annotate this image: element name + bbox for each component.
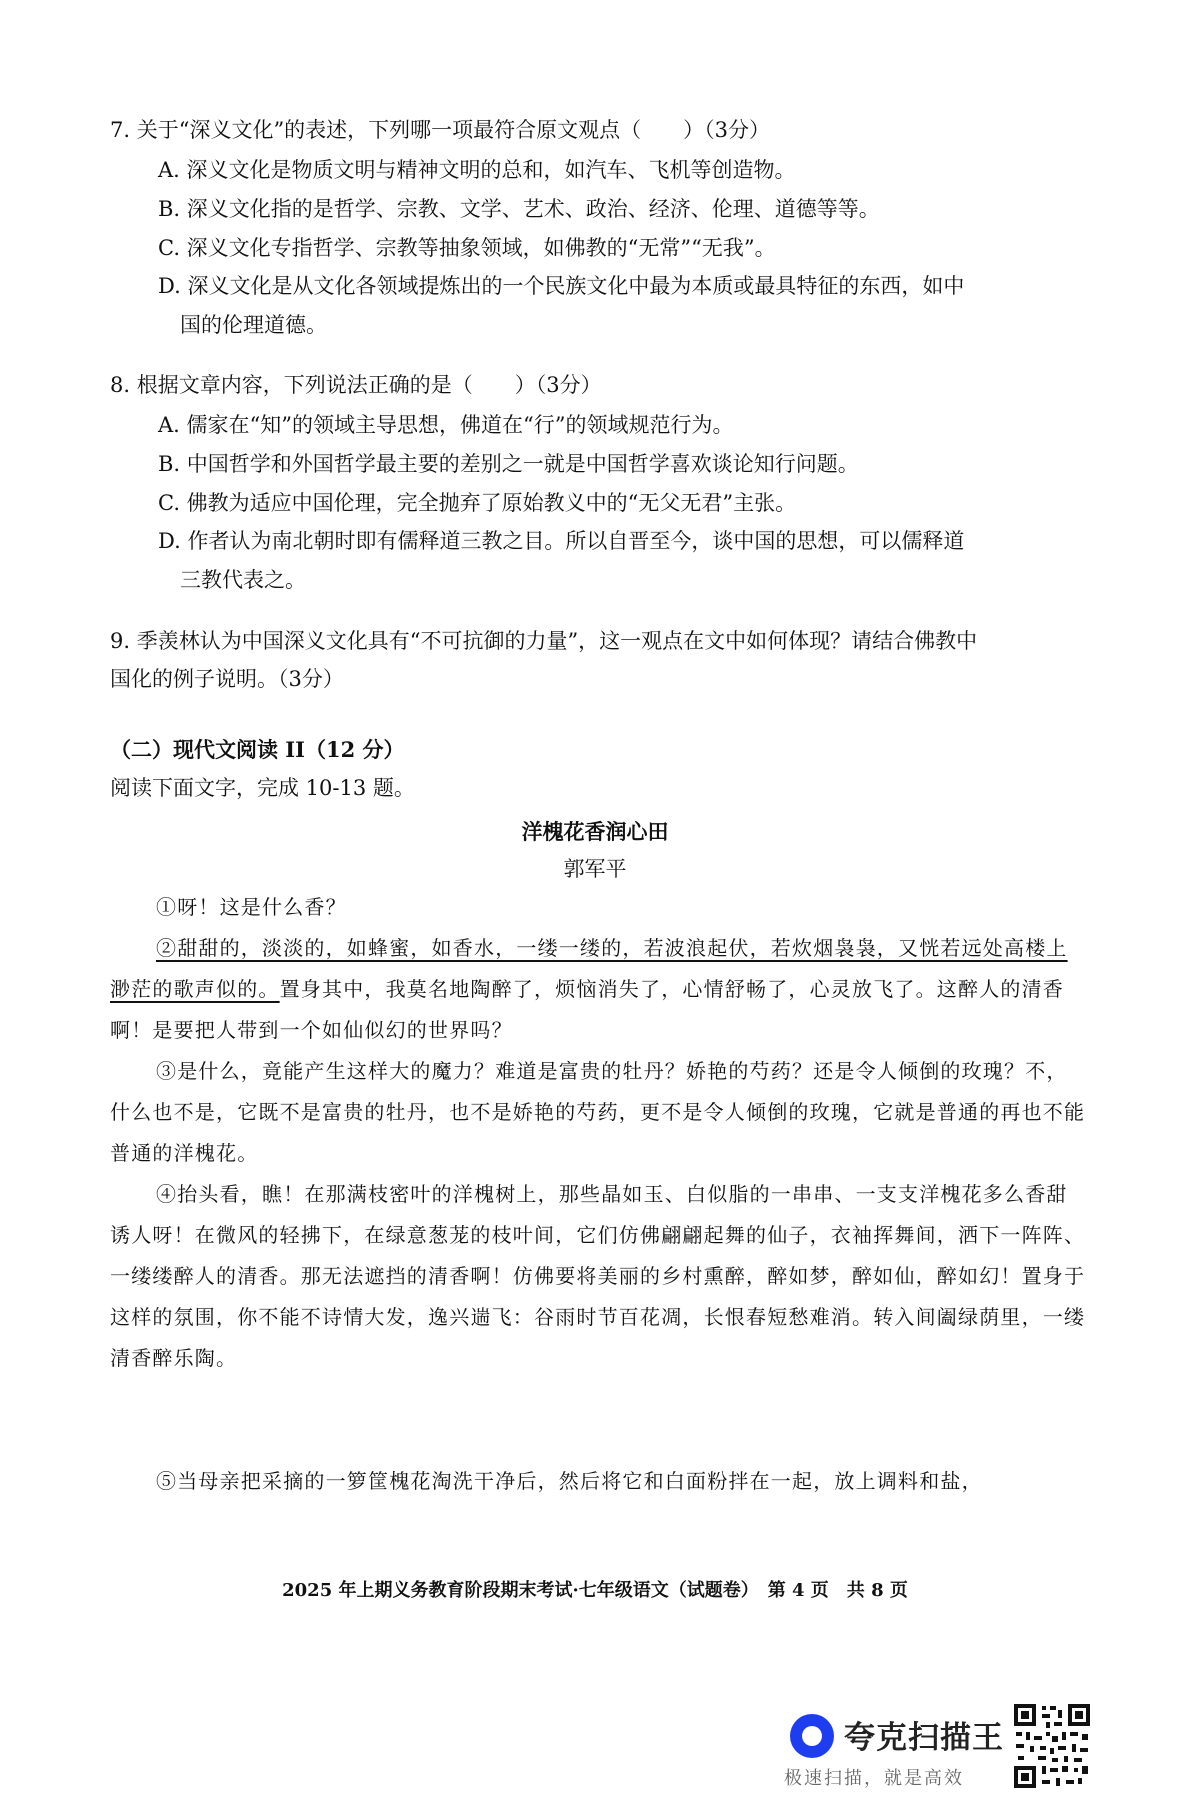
- q8-option-a: A. 儒家在“知”的领域主导思想，佛道在“行”的领域规范行为。: [158, 413, 734, 437]
- q8-option-d-cont: 三教代表之。: [180, 568, 306, 592]
- q9-line1: 9. 季羡林认为中国深义文化具有“不可抗御的力量”，这一观点在文中如何体现？请结合佛教中: [110, 629, 978, 653]
- q7-option-a: A. 深义文化是物质文明与精神文明的总和，如汽车、飞机等创造物。: [158, 158, 796, 182]
- q7-stem: 7. 关于“深义文化”的表述，下列哪一项最符合原文观点（ ）（3分）: [110, 118, 771, 142]
- q8-stem: 8. 根据文章内容，下列说法正确的是（ ）（3分）: [110, 373, 602, 397]
- article-author: 郭军平: [563, 857, 627, 881]
- paragraph-5-text: ⑤当母亲把采摘的一箩筐槐花淘洗干净后，然后将它和白面粉拌在一起，放上调料和盐，: [156, 1469, 983, 1493]
- quark-logo-icon: [790, 1714, 834, 1758]
- section2-instruction: 阅读下面文字，完成 10-13 题。: [110, 776, 415, 800]
- underlined-passage: ②甜甜的，淡淡的，如蜂蜜，如香水，一缕一缕的，若波浪起伏，若炊烟袅袅，又恍若远处高楼上渺茫的歌声似的。: [110, 936, 1068, 1001]
- article-paragraph-5: [110, 1461, 1088, 1502]
- q7-option-d-cont: 国的伦理道德。: [180, 313, 327, 337]
- scanner-watermark: [782, 1702, 1092, 1792]
- q8-option-b: B. 中国哲学和外国哲学最主要的差别之一就是中国哲学喜欢谈论知行问题。: [158, 452, 859, 476]
- paragraph-3-text: ③是什么，竟能产生这样大的魔力？难道是富贵的牡丹？娇艳的芍药？还是令人倾倒的玫瑰？不，什么也不是，它既不是富贵的牡丹，也不是娇艳的芍药，更不是令人倾倒的玫瑰，它就是普通的再也不能普通的洋槐花。: [110, 1059, 1086, 1165]
- article-paragraph-3: [110, 1051, 1088, 1174]
- qr-code-icon: [1012, 1702, 1092, 1790]
- q8-option-c: C. 佛教为适应中国伦理，完全抛弃了原始教义中的“无父无君”主张。: [158, 491, 797, 515]
- paragraph-1-text: ①呀！这是什么香？: [156, 895, 347, 919]
- paragraph-4-text: ④抬头看，瞧！在那满枝密叶的洋槐树上，那些晶如玉、白似脂的一串串、一支支洋槐花多么香甜诱人呀！在微风的轻拂下，在绿意葱茏的枝叶间，它们仿佛翩翩起舞的仙子，衣袖挥舞间，洒下一阵阵、一缕缕醉人的清香。那无法遮挡的清香啊！仿佛要将美丽的乡村熏醉，醉如梦，醉如仙，醉如幻！置身于这样的氛围，你不能不诗情大发，逸兴遄飞：谷雨时节百花凋，长恨春短愁难消。转入间阖绿荫里，一缕清香醉乐陶。: [110, 1182, 1086, 1370]
- article-paragraph-4: [110, 1174, 1088, 1379]
- article-paragraph-1: [110, 887, 1088, 928]
- q8-option-d: D. 作者认为南北朝时即有儒释道三教之目。所以自晋至今，谈中国的思想，可以儒释道: [158, 529, 965, 553]
- article-title: 洋槐花香润心田: [521, 819, 669, 844]
- page-footer: 2025 年上期义务教育阶段期末考试·七年级语文（试题卷） 第 4 页 共 8 页: [282, 1580, 908, 1601]
- q7-option-b: B. 深义文化指的是哲学、宗教、文学、艺术、政治、经济、伦理、道德等等。: [158, 197, 880, 221]
- section2-heading: （二）现代文阅读 II（12 分）: [110, 737, 405, 762]
- q7-option-c: C. 深义文化专指哲学、宗教等抽象领域，如佛教的“无常”“无我”。: [158, 236, 776, 260]
- q9-line2: 国化的例子说明。（3分）: [110, 667, 344, 691]
- article-paragraph-2: [110, 928, 1088, 1051]
- scanner-slogan: 极速扫描，就是高效: [784, 1768, 964, 1789]
- paragraph-2-rest: 置身其中，我莫名地陶醉了，烦恼消失了，心情舒畅了，心灵放飞了。这醉人的清香啊！是要把人带到一个如仙似幻的世界吗？: [110, 977, 1065, 1042]
- scanner-brand: 夸克扫描王: [844, 1720, 1004, 1756]
- q7-option-d: D. 深义文化是从文化各领域提炼出的一个民族文化中最为本质或最具特征的东西，如中: [158, 274, 965, 298]
